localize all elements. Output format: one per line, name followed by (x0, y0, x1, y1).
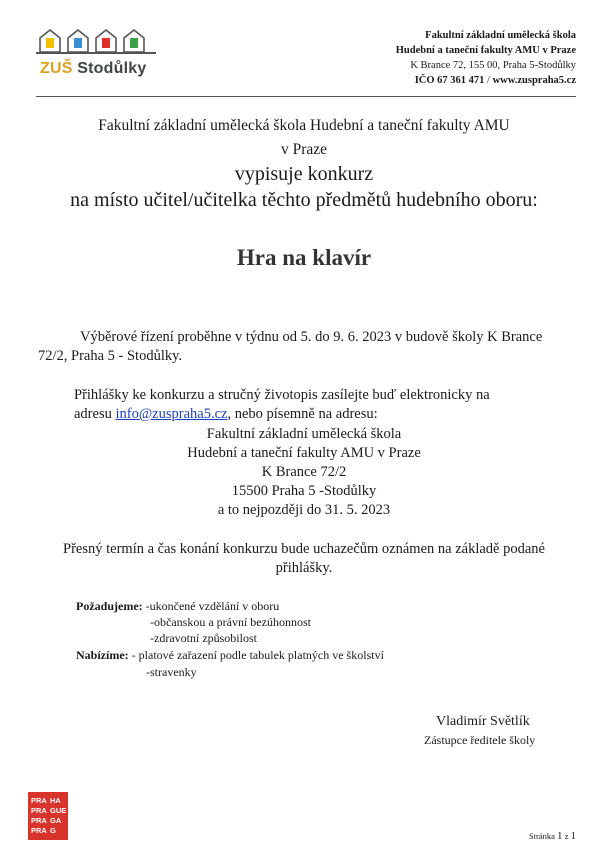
letterhead-separator: / (487, 75, 490, 86)
letterhead-web: www.zuspraha5.cz (492, 75, 576, 86)
address-line: 15500 Praha 5 -Stodůlky (231, 483, 377, 499)
praha-logo-text: GUE (50, 806, 67, 815)
page-label: Stránka (528, 831, 555, 841)
deadline-line: a to nejpozději do 31. 5. 2023 (217, 502, 391, 518)
logo-zus: ZUŠ (40, 60, 73, 77)
page-total: 1 (570, 830, 576, 842)
signature-role: Zástupce ředitele školy (424, 733, 536, 747)
header-divider (36, 96, 576, 97)
school-logo-text (40, 60, 146, 78)
body-line: přihlášky. (275, 560, 333, 576)
offers-row (76, 647, 384, 663)
body-line: 72/2, Praha 5 - Stodůlky. (38, 348, 183, 364)
praha-logo-text: PRA (31, 806, 47, 815)
praha-logo-text: HA (50, 796, 61, 805)
title-line: Fakultní základní umělecká škola Hudební a taneční fakulty AMU (98, 117, 510, 134)
letterhead-line: Fakultní základní umělecká škola (425, 30, 576, 41)
offer-item: -stravenky (146, 665, 197, 679)
address-line: Hudební a taneční fakulty AMU v Praze (187, 445, 421, 461)
praha-logo (28, 792, 68, 840)
address-line: Fakultní základní umělecká škola (206, 426, 402, 442)
body-text: , nebo písemně na adresu: (227, 406, 378, 422)
offer-item: - platové zařazení podle tabulek platných ve školství (131, 648, 384, 662)
requirement-item: -občanskou a právní bezúhonnost (150, 615, 311, 629)
signature-name: Vladimír Světlík (436, 714, 530, 729)
praha-logo-text: PRA (31, 816, 47, 825)
page-of: z (564, 831, 569, 841)
letterhead-ico: IČO 67 361 471 (414, 75, 485, 86)
letterhead-address (396, 28, 576, 88)
logo-name: Stodůlky (77, 60, 147, 77)
body-line (74, 405, 378, 424)
requirements-row (76, 598, 279, 614)
page-number (529, 830, 576, 842)
subject-title: Hra na klavír (236, 245, 372, 270)
body-line: Výběrové řízení proběhne v týdnu od 5. do 9. 6. 2023 v budově školy K Brance (80, 329, 543, 345)
letterhead-line: K Brance 72, 155 00, Praha 5-Stodůlky (410, 60, 576, 71)
praha-logo-text: G (50, 826, 56, 835)
page-current: 1 (556, 830, 563, 842)
email-link[interactable]: info@zuspraha5.cz (115, 406, 228, 422)
body-text: adresu (74, 406, 116, 422)
praha-logo-text: PRA (31, 826, 47, 835)
praha-logo-text: GA (50, 816, 62, 825)
body-line: Přihlášky ke konkurzu a stručný životopis zasílejte buď elektronicky na (74, 387, 490, 403)
requirement-item: -zdravotní způsobilost (150, 631, 257, 645)
letterhead-line: Hudební a taneční fakulty AMU v Praze (395, 45, 576, 56)
title-line: v Praze (280, 141, 328, 158)
announcement-heading: vypisuje konkurz (234, 163, 374, 185)
announcement-subheading: na místo učitel/učitelka těchto předmětů hudebního oboru: (70, 189, 538, 211)
requirements-label: Požadujeme: (76, 599, 143, 613)
address-line: K Brance 72/2 (261, 464, 347, 480)
praha-logo-text: PRA (31, 796, 47, 805)
body-line: Přesný termín a čas konání konkurzu bude uchazečům oznámen na základě podané (63, 541, 545, 557)
offers-label: Nabízíme: (76, 648, 129, 662)
requirement-item: -ukončené vzdělání v oboru (145, 599, 280, 613)
